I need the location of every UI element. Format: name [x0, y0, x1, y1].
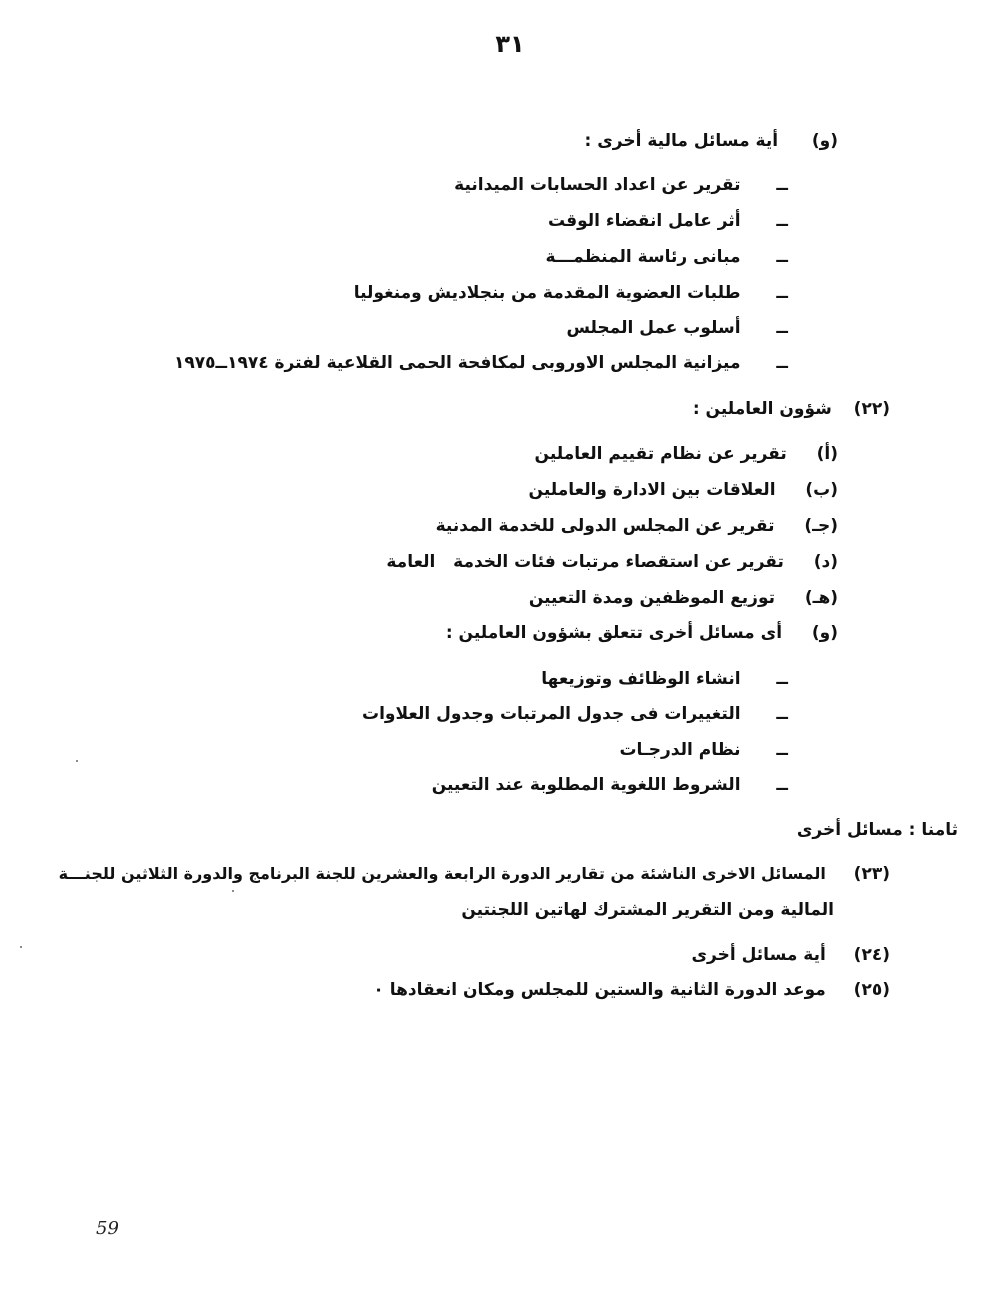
item-number: (هـ): [804, 588, 838, 608]
list-item-text: نظام الدرجـات: [619, 740, 741, 760]
list-item-text: أى مسائل أخرى تتعلق بشؤون العاملين :: [445, 623, 783, 643]
list-item: [59, 861, 890, 887]
list-item-text: المسائل الاخرى الناشئة من تقارير الدورة الرابعة والعشرين للجنة البرنامج والدورة الثلاثين للجنـــة: [58, 864, 826, 883]
item-number: (د): [813, 552, 838, 572]
list-item: [548, 208, 788, 234]
list-item-text: تقرير عن نظام تقييم العاملين: [534, 444, 787, 464]
item-number: (٢٥): [853, 980, 890, 1000]
list-item: [454, 172, 788, 198]
scan-speck: [76, 760, 78, 762]
list-item: [174, 350, 788, 376]
list-item: [566, 315, 788, 341]
heading-text: أية مسائل مالية أخرى :: [584, 131, 779, 151]
list-item: [545, 244, 788, 270]
heading-text: شؤون العاملين :: [692, 399, 832, 419]
list-item-text: العلاقات بين الادارة والعاملين: [528, 480, 776, 500]
item-number: (٢٢): [853, 399, 890, 419]
item-number: (٢٣): [853, 864, 890, 884]
bullet-dash: ــ: [776, 247, 788, 267]
list-item-text: مبانى رئاسة المنظمـــة: [545, 247, 741, 267]
bullet-dash: ــ: [776, 175, 788, 195]
bullet-dash: ــ: [776, 740, 788, 760]
page-header-number: ٣١: [495, 30, 525, 58]
bullet-dash: ــ: [776, 318, 788, 338]
list-item-text: تقرير عن المجلس الدولى للخدمة المدنية: [435, 516, 775, 536]
financial-other-heading: [585, 128, 839, 154]
item-number: (ب): [805, 480, 838, 500]
list-item-text: تقرير عن استقصاء مرتبات فئات الخدمة العامة: [386, 552, 784, 572]
list-item: [436, 513, 838, 539]
list-item-text: الشروط اللغوية المطلوبة عند التعيين: [431, 775, 741, 795]
list-item: [535, 441, 838, 467]
item-number: (جـ): [804, 516, 838, 536]
scan-speck: [20, 946, 22, 948]
list-item-text: توزيع الموظفين ومدة التعيين: [528, 588, 776, 608]
list-item: [446, 620, 838, 646]
section-eight-heading: ثامنا : مسائل أخرى: [796, 820, 958, 840]
scan-speck: [232, 890, 234, 892]
bullet-dash: ــ: [776, 775, 788, 795]
item-number: (أ): [816, 444, 838, 464]
list-item: [362, 701, 788, 727]
list-item-text: التغييرات فى جدول المرتبات وجدول العلاوات: [361, 704, 741, 724]
list-item: [529, 585, 838, 611]
item-number: (و): [811, 623, 838, 643]
list-item-text: أسلوب عمل المجلس: [566, 318, 741, 338]
list-item-text: انشاء الوظائف وتوزيعها: [541, 669, 741, 689]
list-item: [691, 942, 890, 968]
bullet-dash: ــ: [776, 211, 788, 231]
list-item: [541, 666, 788, 692]
bullet-dash: ــ: [776, 283, 788, 303]
bullet-dash: ــ: [776, 669, 788, 689]
list-item-text: موعد الدورة الثانية والستين للمجلس ومكان انعقادها ٠: [373, 980, 826, 1000]
list-item-text: أية مسائل أخرى: [691, 945, 826, 965]
list-item-text: أثر عامل انقضاء الوقت: [548, 211, 741, 231]
bullet-dash: ــ: [776, 353, 788, 373]
list-item: [432, 772, 788, 798]
item-number: (٢٤): [853, 945, 890, 965]
staff-affairs-heading: [693, 396, 890, 422]
list-item-text: تقرير عن اعداد الحسابات الميدانية: [454, 175, 741, 195]
list-item-continuation: المالية ومن التقرير المشترك لهاتين اللجنتين: [461, 900, 834, 920]
list-item: [373, 977, 890, 1003]
bullet-dash: ــ: [776, 704, 788, 724]
list-item: [529, 477, 838, 503]
item-number: (و): [811, 131, 838, 151]
list-item: [386, 549, 838, 575]
page-number: 59: [96, 1218, 119, 1239]
list-item: [354, 280, 788, 306]
list-item-text: طلبات العضوية المقدمة من بنجلاديش ومنغوليا: [353, 283, 741, 303]
list-item: [619, 737, 788, 763]
list-item-text: ميزانية المجلس الاوروبى لمكافحة الحمى القلاعية لفترة ١٩٧٤ــ١٩٧٥: [173, 353, 741, 373]
